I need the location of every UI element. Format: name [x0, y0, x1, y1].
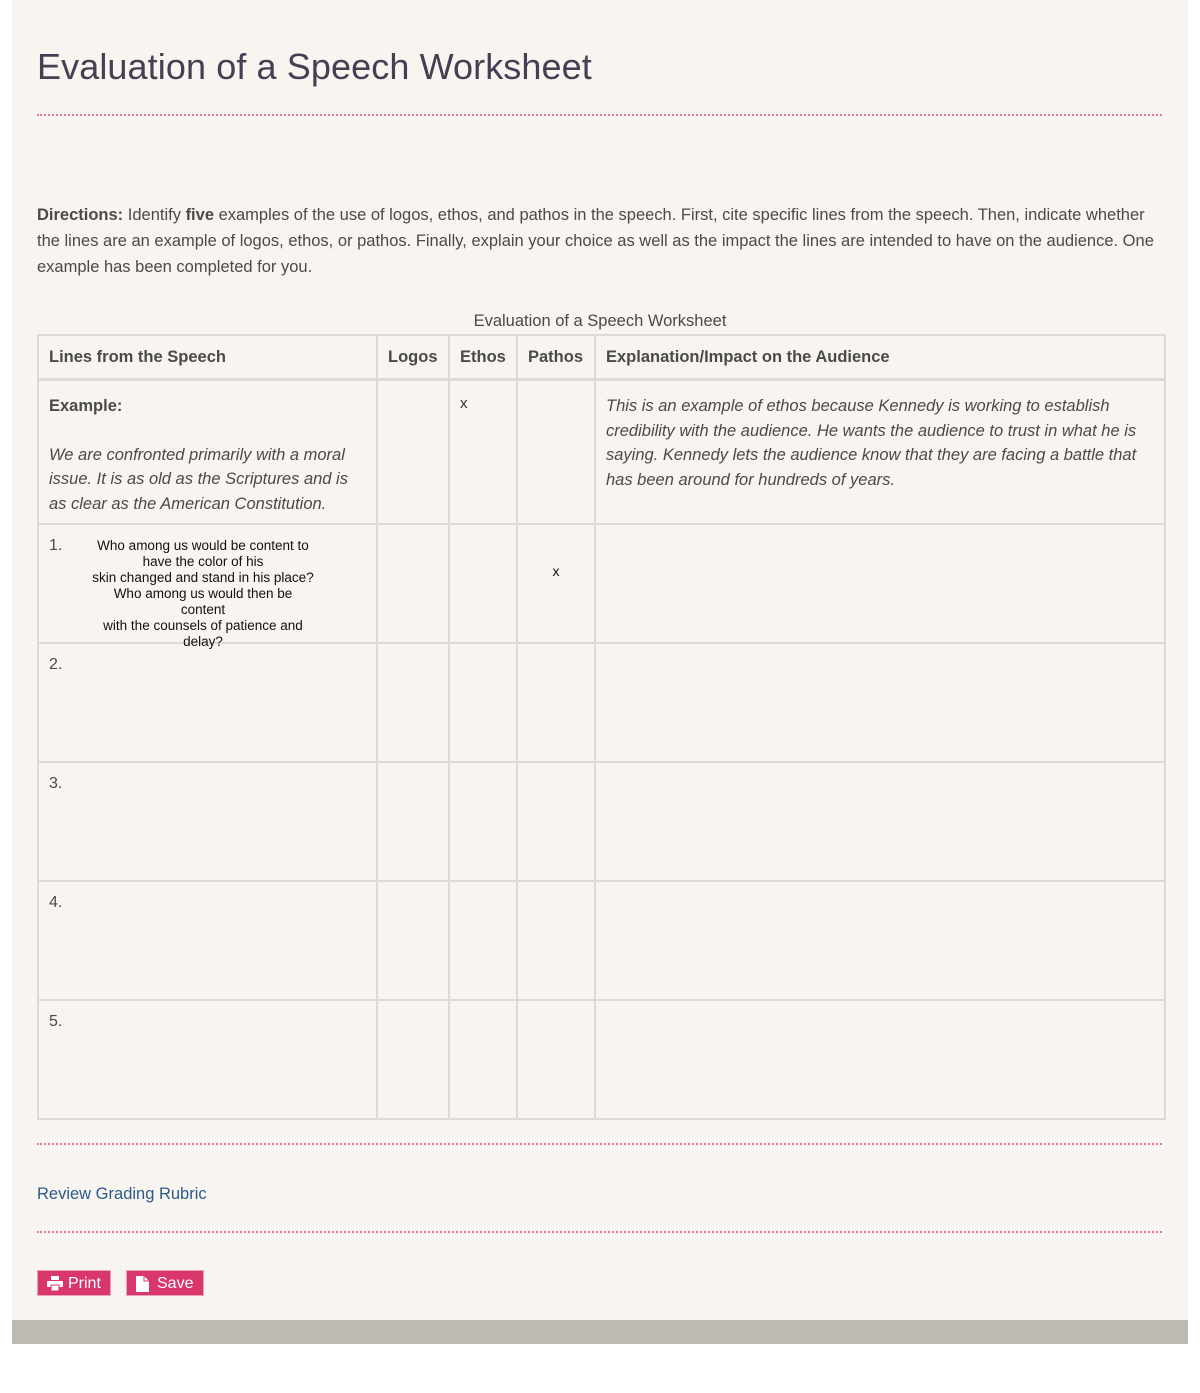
directions	[37, 202, 1157, 280]
row-3-ethos-mark	[450, 763, 516, 777]
header-lines: Lines from the Speech	[38, 335, 377, 380]
row-3-explanation	[596, 763, 1164, 773]
example-quote: We are confronted primarily with a moral issue. It is as old as the Scriptures and is as clear as the American Constitution.	[49, 445, 348, 513]
row-1-ethos-mark	[450, 525, 516, 563]
row-5-pathos-mark	[518, 1001, 594, 1015]
example-pathos-mark	[518, 381, 594, 395]
row-1-logos-cell[interactable]	[377, 524, 449, 643]
page-title: Evaluation of a Speech Worksheet	[37, 46, 592, 87]
row-5-explanation-cell[interactable]	[595, 1000, 1165, 1119]
row-4-lines-text	[39, 912, 376, 922]
row-2-lines-cell[interactable]	[38, 643, 377, 762]
footer-bar	[12, 1320, 1188, 1344]
save-button[interactable]	[126, 1270, 204, 1296]
row-2-logos-mark	[378, 644, 448, 658]
example-ethos-mark: x	[460, 395, 468, 412]
row-4-logos-mark	[378, 882, 448, 896]
worksheet-page	[12, 0, 1188, 1320]
row-5-explanation	[596, 1001, 1164, 1011]
example-logos-cell[interactable]	[377, 380, 449, 524]
table-row	[38, 762, 1165, 881]
row-number: 5.	[49, 1012, 63, 1030]
table-row	[38, 643, 1165, 762]
print-button[interactable]	[37, 1270, 111, 1296]
row-4-ethos-cell[interactable]	[449, 881, 517, 1000]
example-label: Example:	[49, 397, 123, 415]
directions-emphasis: five	[185, 206, 214, 224]
document-icon	[136, 1276, 149, 1292]
row-3-logos-mark	[378, 763, 448, 777]
worksheet-table	[37, 334, 1166, 1120]
row-2-ethos-mark	[450, 644, 516, 658]
printer-icon	[47, 1276, 63, 1291]
row-5-logos-mark	[378, 1001, 448, 1015]
row-4-lines-cell[interactable]	[38, 881, 377, 1000]
row-5-lines-text	[39, 1031, 376, 1041]
directions-text-after: examples of the use of logos, ethos, and pathos in the speech. First, cite specific lines from the speech. Then, indicate whether the lines are an example of logos, ethos, or pathos. Finally, explain your choice as well as the impact the lines are intended to have on the audience. One example has been completed for you.	[37, 206, 1154, 276]
header-ethos: Ethos	[449, 335, 517, 380]
row-1-explanation-cell[interactable]	[595, 524, 1165, 643]
row-1-pathos-mark: x	[552, 562, 560, 579]
row-3-explanation-cell[interactable]	[595, 762, 1165, 881]
divider-bottom	[37, 1231, 1162, 1233]
row-3-lines-cell[interactable]	[38, 762, 377, 881]
row-4-pathos-mark	[518, 882, 594, 896]
example-ethos-cell[interactable]	[449, 380, 517, 524]
row-4-ethos-mark	[450, 882, 516, 896]
row-5-logos-cell[interactable]	[377, 1000, 449, 1119]
header-logos: Logos	[377, 335, 449, 380]
row-4-pathos-cell[interactable]	[517, 881, 595, 1000]
example-pathos-cell[interactable]	[517, 380, 595, 524]
row-1-lines-text: Who among us would be content to have the color of his skin changed and stand in his place? Who among us would then be content with the counsels of patience and delay?	[92, 537, 314, 649]
row-2-pathos-cell[interactable]	[517, 643, 595, 762]
row-number: 1.	[49, 536, 63, 554]
row-5-ethos-mark	[450, 1001, 516, 1015]
row-4-explanation	[596, 882, 1164, 892]
row-2-pathos-mark	[518, 644, 594, 658]
table-row	[38, 881, 1165, 1000]
table-row	[38, 524, 1165, 643]
directions-text-before: Identify	[123, 206, 186, 224]
row-1-pathos-cell[interactable]	[517, 524, 595, 643]
example-explanation-cell	[595, 380, 1165, 524]
table-header-row	[38, 335, 1165, 380]
row-5-pathos-cell[interactable]	[517, 1000, 595, 1119]
row-number: 4.	[49, 893, 63, 911]
row-1-explanation	[596, 525, 1164, 535]
example-lines-cell	[38, 380, 377, 524]
review-grading-rubric-link[interactable]: Review Grading Rubric	[37, 1185, 207, 1203]
row-2-lines-text	[39, 674, 376, 684]
header-explanation: Explanation/Impact on the Audience	[595, 335, 1165, 380]
table-row	[38, 1000, 1165, 1119]
row-1-ethos-cell[interactable]	[449, 524, 517, 643]
row-3-logos-cell[interactable]	[377, 762, 449, 881]
directions-label: Directions:	[37, 206, 124, 224]
example-row	[38, 380, 1165, 524]
row-2-explanation-cell[interactable]	[595, 643, 1165, 762]
save-label: Save	[157, 1275, 194, 1292]
row-4-explanation-cell[interactable]	[595, 881, 1165, 1000]
row-1-logos-mark	[378, 525, 448, 563]
divider-top	[37, 114, 1162, 116]
row-5-lines-cell[interactable]	[38, 1000, 377, 1119]
row-4-logos-cell[interactable]	[377, 881, 449, 1000]
row-3-pathos-mark	[518, 763, 594, 777]
row-2-explanation	[596, 644, 1164, 654]
row-3-lines-text	[39, 793, 376, 803]
row-3-ethos-cell[interactable]	[449, 762, 517, 881]
row-2-ethos-cell[interactable]	[449, 643, 517, 762]
row-1-lines-cell[interactable]	[38, 524, 377, 649]
example-logos-mark	[378, 381, 448, 395]
row-number: 3.	[49, 774, 63, 792]
header-pathos: Pathos	[517, 335, 595, 380]
row-3-pathos-cell[interactable]	[517, 762, 595, 881]
row-5-ethos-cell[interactable]	[449, 1000, 517, 1119]
table-caption: Evaluation of a Speech Worksheet	[473, 312, 727, 330]
row-number: 2.	[49, 655, 63, 673]
divider-middle	[37, 1143, 1162, 1145]
print-label: Print	[68, 1275, 101, 1292]
row-2-logos-cell[interactable]	[377, 643, 449, 762]
example-explanation: This is an example of ethos because Kennedy is working to establish credibility with the audience. He wants the audience to trust in what he is saying. Kennedy lets the audience know that they are facing a battle that has been around for hundreds of years.	[606, 397, 1137, 489]
